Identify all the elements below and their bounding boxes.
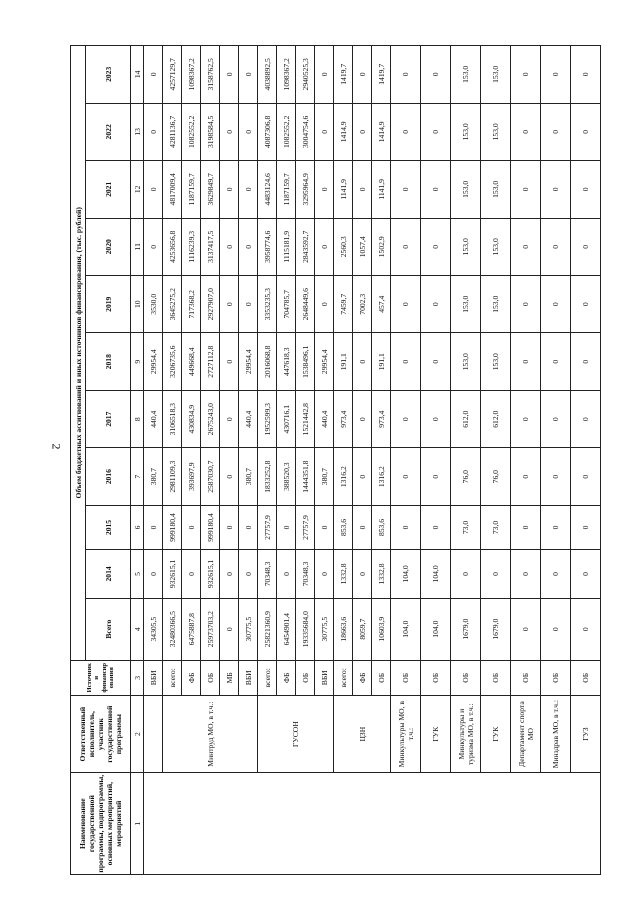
value-cell: 153,0 <box>451 218 481 275</box>
source-cell: ОБ <box>201 660 220 695</box>
value-cell: 0 <box>353 333 372 390</box>
rotated-table-container <box>70 45 610 875</box>
value-cell: 0 <box>144 218 163 275</box>
column-number: 13 <box>131 103 144 160</box>
value-cell: 0 <box>571 505 601 549</box>
value-cell: 0 <box>511 550 541 599</box>
value-cell: 30775,5 <box>239 598 258 660</box>
value-cell: 7459,7 <box>334 276 353 333</box>
source-cell: всего: <box>258 660 277 695</box>
value-cell: 612,0 <box>481 390 511 447</box>
source-cell: МБ <box>220 660 239 695</box>
value-cell: 704785,7 <box>277 276 296 333</box>
value-cell: 1187159,7 <box>182 161 201 218</box>
source-cell: ОБ <box>451 660 481 695</box>
value-cell: 0 <box>541 46 571 104</box>
value-cell: 430834,9 <box>182 390 201 447</box>
value-cell: 3645275,2 <box>163 276 182 333</box>
value-cell: 380,7 <box>144 448 163 505</box>
value-cell: 32480366,5 <box>163 598 182 660</box>
header-year-2016: 2016 <box>86 448 131 505</box>
header-year-2014: 2014 <box>86 550 131 599</box>
value-cell: 0 <box>541 103 571 160</box>
value-cell: 3004754,6 <box>296 103 315 160</box>
value-cell: 0 <box>315 276 334 333</box>
value-cell: 0 <box>451 550 481 599</box>
value-cell: 0 <box>541 161 571 218</box>
value-cell: 70348,3 <box>258 550 277 599</box>
source-cell: ВБИ <box>144 660 163 695</box>
value-cell: 0 <box>391 103 421 160</box>
page-number: 2 <box>49 443 64 450</box>
value-cell: 0 <box>541 218 571 275</box>
value-cell: 8059,7 <box>353 598 372 660</box>
value-cell: 4257129,7 <box>163 46 182 104</box>
value-cell: 1521442,8 <box>296 390 315 447</box>
value-cell: 1098367,2 <box>277 46 296 104</box>
value-cell: 0 <box>239 103 258 160</box>
value-cell: 153,0 <box>481 276 511 333</box>
value-cell: 19335684,0 <box>296 598 315 660</box>
value-cell: 0 <box>144 161 163 218</box>
value-cell: 76,0 <box>451 448 481 505</box>
value-cell: 932615,1 <box>163 550 182 599</box>
column-number: 9 <box>131 333 144 390</box>
value-cell: 853,6 <box>334 505 353 549</box>
value-cell: 0 <box>421 505 451 549</box>
value-cell: 18663,6 <box>334 598 353 660</box>
source-cell: ОБ <box>391 660 421 695</box>
value-cell: 380,7 <box>315 448 334 505</box>
value-cell: 3206735,6 <box>163 333 182 390</box>
value-cell: 0 <box>541 276 571 333</box>
source-cell: ВБИ <box>239 660 258 695</box>
source-cell: всего: <box>163 660 182 695</box>
table-row <box>541 46 571 875</box>
value-cell: 440,4 <box>239 390 258 447</box>
value-cell: 0 <box>421 218 451 275</box>
value-cell: 0 <box>391 505 421 549</box>
value-cell: 0 <box>239 218 258 275</box>
value-cell: 0 <box>315 550 334 599</box>
value-cell: 4253656,8 <box>163 218 182 275</box>
value-cell: 2016068,8 <box>258 333 277 390</box>
value-cell: 1444351,8 <box>296 448 315 505</box>
value-cell: 2587030,7 <box>201 448 220 505</box>
source-cell: ОБ <box>541 660 571 695</box>
value-cell: 191,1 <box>334 333 353 390</box>
value-cell: 27757,9 <box>296 505 315 549</box>
value-cell: 104,0 <box>421 550 451 599</box>
header-executor: Ответственный исполнитель, участник государственной программы <box>71 695 131 772</box>
table-row <box>421 46 451 875</box>
value-cell: 1679,0 <box>481 598 511 660</box>
value-cell: 0 <box>220 46 239 104</box>
executor-cell: ЦЗН <box>334 695 391 772</box>
value-cell: 0 <box>391 161 421 218</box>
budget-table <box>70 45 601 875</box>
value-cell: 104,0 <box>421 598 451 660</box>
table-row <box>334 46 353 875</box>
value-cell: 191,1 <box>372 333 391 390</box>
value-cell: 3106518,3 <box>163 390 182 447</box>
table-row <box>481 46 511 875</box>
value-cell: 0 <box>239 46 258 104</box>
table-row <box>163 46 182 875</box>
source-cell: ФБ <box>182 660 201 695</box>
value-cell: 0 <box>353 390 372 447</box>
value-cell: 0 <box>315 161 334 218</box>
value-cell: 3958774,6 <box>258 218 277 275</box>
source-cell: ОБ <box>372 660 391 695</box>
value-cell: 0 <box>511 103 541 160</box>
value-cell: 0 <box>541 505 571 549</box>
value-cell: 6475887,8 <box>182 598 201 660</box>
value-cell: 2648449,6 <box>296 276 315 333</box>
value-cell: 0 <box>511 598 541 660</box>
value-cell: 717368,2 <box>182 276 201 333</box>
value-cell: 0 <box>277 505 296 549</box>
header-year-2020: 2020 <box>86 218 131 275</box>
value-cell: 0 <box>541 390 571 447</box>
column-number: 3 <box>131 660 144 695</box>
value-cell: 0 <box>571 333 601 390</box>
value-cell: 1115181,9 <box>277 218 296 275</box>
value-cell: 0 <box>182 505 201 549</box>
value-cell: 0 <box>511 161 541 218</box>
value-cell: 1057,4 <box>353 218 372 275</box>
value-cell: 0 <box>220 448 239 505</box>
value-cell: 447618,3 <box>277 333 296 390</box>
value-cell: 0 <box>571 390 601 447</box>
value-cell: 0 <box>511 505 541 549</box>
value-cell: 0 <box>421 276 451 333</box>
value-cell: 0 <box>391 390 421 447</box>
column-number: 8 <box>131 390 144 447</box>
source-cell: ОБ <box>421 660 451 695</box>
executor-cell: Департамент спорта МО <box>511 695 541 772</box>
source-cell: ВБИ <box>315 660 334 695</box>
value-cell: 0 <box>220 161 239 218</box>
value-cell: 4483124,6 <box>258 161 277 218</box>
column-number: 2 <box>131 695 144 772</box>
value-cell: 0 <box>421 161 451 218</box>
value-cell: 0 <box>421 103 451 160</box>
value-cell: 1316,2 <box>372 448 391 505</box>
value-cell: 1419,7 <box>372 46 391 104</box>
executor-cell: ГУК <box>421 695 451 772</box>
value-cell: 153,0 <box>451 161 481 218</box>
executor-cell: Минздрав МО, в т.ч.: <box>541 695 571 772</box>
value-cell: 3629849,7 <box>201 161 220 218</box>
value-cell: 34305,5 <box>144 598 163 660</box>
table-row <box>258 46 277 875</box>
value-cell: 0 <box>144 505 163 549</box>
source-cell: ОБ <box>296 660 315 695</box>
value-cell: 0 <box>511 46 541 104</box>
value-cell: 853,6 <box>372 505 391 549</box>
value-cell: 25973703,2 <box>201 598 220 660</box>
value-cell: 0 <box>511 448 541 505</box>
value-cell: 0 <box>571 161 601 218</box>
header-year-2019: 2019 <box>86 276 131 333</box>
executor-cell: ГУЗ <box>571 695 601 772</box>
header-year-2018: 2018 <box>86 333 131 390</box>
value-cell: 3353235,3 <box>258 276 277 333</box>
value-cell: 0 <box>144 550 163 599</box>
header-name: Наименование государственной программы, подпрограммы, основных мероприятий, мероприятий <box>71 773 131 875</box>
value-cell: 0 <box>571 598 601 660</box>
value-cell: 457,4 <box>372 276 391 333</box>
header-year-2021: 2021 <box>86 161 131 218</box>
value-cell: 0 <box>541 448 571 505</box>
value-cell: 388520,3 <box>277 448 296 505</box>
executor-cell: Минкультуры и туризма МО, в т.ч.: <box>451 695 481 772</box>
value-cell: 0 <box>220 390 239 447</box>
value-cell: 1332,8 <box>372 550 391 599</box>
value-cell: 0 <box>511 333 541 390</box>
table-row <box>391 46 421 875</box>
value-cell: 1833252,8 <box>258 448 277 505</box>
value-cell: 0 <box>353 505 372 549</box>
column-number: 14 <box>131 46 144 104</box>
value-cell: 0 <box>511 218 541 275</box>
value-cell: 153,0 <box>481 161 511 218</box>
value-cell: 0 <box>571 103 601 160</box>
value-cell: 153,0 <box>451 333 481 390</box>
header-source: Источники финансирования <box>71 660 131 695</box>
value-cell: 4281136,7 <box>163 103 182 160</box>
value-cell: 0 <box>391 448 421 505</box>
value-cell: 0 <box>421 46 451 104</box>
value-cell: 932615,1 <box>201 550 220 599</box>
value-cell: 999180,4 <box>163 505 182 549</box>
value-cell: 0 <box>220 598 239 660</box>
value-cell: 10603,9 <box>372 598 391 660</box>
value-cell: 2727112,8 <box>201 333 220 390</box>
value-cell: 1116239,3 <box>182 218 201 275</box>
value-cell: 0 <box>220 505 239 549</box>
value-cell: 1187159,7 <box>277 161 296 218</box>
value-cell: 2981109,3 <box>163 448 182 505</box>
source-cell: ОБ <box>481 660 511 695</box>
value-cell: 1414,9 <box>372 103 391 160</box>
value-cell: 29954,4 <box>239 333 258 390</box>
value-cell: 0 <box>220 103 239 160</box>
value-cell: 3137417,5 <box>201 218 220 275</box>
value-cell: 0 <box>220 276 239 333</box>
column-number: 12 <box>131 161 144 218</box>
value-cell: 30775,5 <box>315 598 334 660</box>
value-cell: 430716,1 <box>277 390 296 447</box>
value-cell: 0 <box>144 103 163 160</box>
value-cell: 0 <box>220 218 239 275</box>
value-cell: 3198584,5 <box>201 103 220 160</box>
value-cell: 1098367,2 <box>182 46 201 104</box>
source-cell: ФБ <box>353 660 372 695</box>
header-year-2022: 2022 <box>86 103 131 160</box>
value-cell: 2940525,3 <box>296 46 315 104</box>
value-cell: 153,0 <box>481 333 511 390</box>
value-cell: 973,4 <box>334 390 353 447</box>
header-year-2017: 2017 <box>86 390 131 447</box>
value-cell: 4038892,5 <box>258 46 277 104</box>
value-cell: 440,4 <box>315 390 334 447</box>
table-row <box>451 46 481 875</box>
value-cell: 0 <box>220 333 239 390</box>
header-volume: Объем бюджетных ассигнований и иных источников финансирования, (тыс. рублей) <box>71 46 86 661</box>
header-year-2015: 2015 <box>86 505 131 549</box>
value-cell: 0 <box>421 390 451 447</box>
value-cell: 153,0 <box>481 218 511 275</box>
value-cell: 449668,4 <box>182 333 201 390</box>
value-cell: 1414,9 <box>334 103 353 160</box>
value-cell: 0 <box>571 46 601 104</box>
value-cell: 0 <box>144 46 163 104</box>
value-cell: 0 <box>511 276 541 333</box>
executor-cell: ГУСОН <box>258 695 334 772</box>
value-cell: 0 <box>315 46 334 104</box>
value-cell: 7002,3 <box>353 276 372 333</box>
value-cell: 0 <box>315 103 334 160</box>
executor-cell: Минкультуры МО, в т.ч.: <box>391 695 421 772</box>
value-cell: 76,0 <box>481 448 511 505</box>
value-cell: 4087306,8 <box>258 103 277 160</box>
value-cell: 6454901,4 <box>277 598 296 660</box>
value-cell: 380,7 <box>239 448 258 505</box>
value-cell: 1679,0 <box>451 598 481 660</box>
value-cell: 0 <box>315 218 334 275</box>
value-cell: 612,0 <box>451 390 481 447</box>
value-cell: 153,0 <box>481 46 511 104</box>
value-cell: 104,0 <box>391 598 421 660</box>
value-cell: 0 <box>571 448 601 505</box>
value-cell: 0 <box>541 598 571 660</box>
source-cell: всего: <box>334 660 353 695</box>
value-cell: 0 <box>353 103 372 160</box>
value-cell: 0 <box>541 550 571 599</box>
value-cell: 29954,4 <box>144 333 163 390</box>
value-cell: 0 <box>315 505 334 549</box>
value-cell: 0 <box>353 550 372 599</box>
header-total: Всего <box>86 598 131 660</box>
value-cell: 1082552,2 <box>277 103 296 160</box>
value-cell: 1952599,3 <box>258 390 277 447</box>
value-cell: 0 <box>239 161 258 218</box>
value-cell: 1419,7 <box>334 46 353 104</box>
value-cell: 3530,0 <box>144 276 163 333</box>
value-cell: 70348,3 <box>296 550 315 599</box>
value-cell: 2843592,7 <box>296 218 315 275</box>
value-cell: 0 <box>353 161 372 218</box>
value-cell: 0 <box>391 333 421 390</box>
value-cell: 0 <box>391 46 421 104</box>
column-number: 7 <box>131 448 144 505</box>
table-row <box>144 46 163 875</box>
value-cell: 0 <box>239 276 258 333</box>
source-cell: ФБ <box>277 660 296 695</box>
column-number: 1 <box>131 773 144 875</box>
value-cell: 1082552,2 <box>182 103 201 160</box>
value-cell: 1502,9 <box>372 218 391 275</box>
value-cell: 0 <box>391 218 421 275</box>
value-cell: 2675243,0 <box>201 390 220 447</box>
value-cell: 999180,4 <box>201 505 220 549</box>
value-cell: 25821360,9 <box>258 598 277 660</box>
value-cell: 0 <box>571 550 601 599</box>
value-cell: 27757,9 <box>258 505 277 549</box>
value-cell: 0 <box>239 505 258 549</box>
value-cell: 1316,2 <box>334 448 353 505</box>
column-number: 10 <box>131 276 144 333</box>
header-year-2023: 2023 <box>86 46 131 104</box>
value-cell: 0 <box>481 550 511 599</box>
value-cell: 0 <box>541 333 571 390</box>
value-cell: 393697,9 <box>182 448 201 505</box>
executor-cell: ГУК <box>481 695 511 772</box>
table-row <box>571 46 601 875</box>
value-cell: 73,0 <box>481 505 511 549</box>
program-name-cell <box>144 773 601 875</box>
value-cell: 440,4 <box>144 390 163 447</box>
value-cell: 973,4 <box>372 390 391 447</box>
column-number: 11 <box>131 218 144 275</box>
value-cell: 0 <box>353 46 372 104</box>
value-cell: 0 <box>182 550 201 599</box>
executor-cell <box>144 695 163 772</box>
value-cell: 1141,9 <box>334 161 353 218</box>
column-number: 6 <box>131 505 144 549</box>
value-cell: 153,0 <box>451 46 481 104</box>
value-cell: 0 <box>511 390 541 447</box>
value-cell: 153,0 <box>451 276 481 333</box>
value-cell: 0 <box>220 550 239 599</box>
value-cell: 0 <box>421 448 451 505</box>
value-cell: 1141,9 <box>372 161 391 218</box>
value-cell: 3158762,5 <box>201 46 220 104</box>
source-cell: ОБ <box>571 660 601 695</box>
value-cell: 2560,3 <box>334 218 353 275</box>
value-cell: 0 <box>571 218 601 275</box>
value-cell: 0 <box>277 550 296 599</box>
column-number: 5 <box>131 550 144 599</box>
source-cell: ОБ <box>511 660 541 695</box>
value-cell: 0 <box>571 276 601 333</box>
table-row <box>511 46 541 875</box>
value-cell: 0 <box>239 550 258 599</box>
executor-cell: Минтруд МО, в т.ч.: <box>163 695 258 772</box>
value-cell: 104,0 <box>391 550 421 599</box>
value-cell: 1332,8 <box>334 550 353 599</box>
value-cell: 0 <box>391 276 421 333</box>
value-cell: 153,0 <box>451 103 481 160</box>
value-cell: 4817009,4 <box>163 161 182 218</box>
value-cell: 0 <box>353 448 372 505</box>
value-cell: 0 <box>421 333 451 390</box>
column-number: 4 <box>131 598 144 660</box>
value-cell: 153,0 <box>481 103 511 160</box>
value-cell: 29954,4 <box>315 333 334 390</box>
value-cell: 2927907,0 <box>201 276 220 333</box>
value-cell: 3295964,9 <box>296 161 315 218</box>
value-cell: 73,0 <box>451 505 481 549</box>
value-cell: 1538496,1 <box>296 333 315 390</box>
